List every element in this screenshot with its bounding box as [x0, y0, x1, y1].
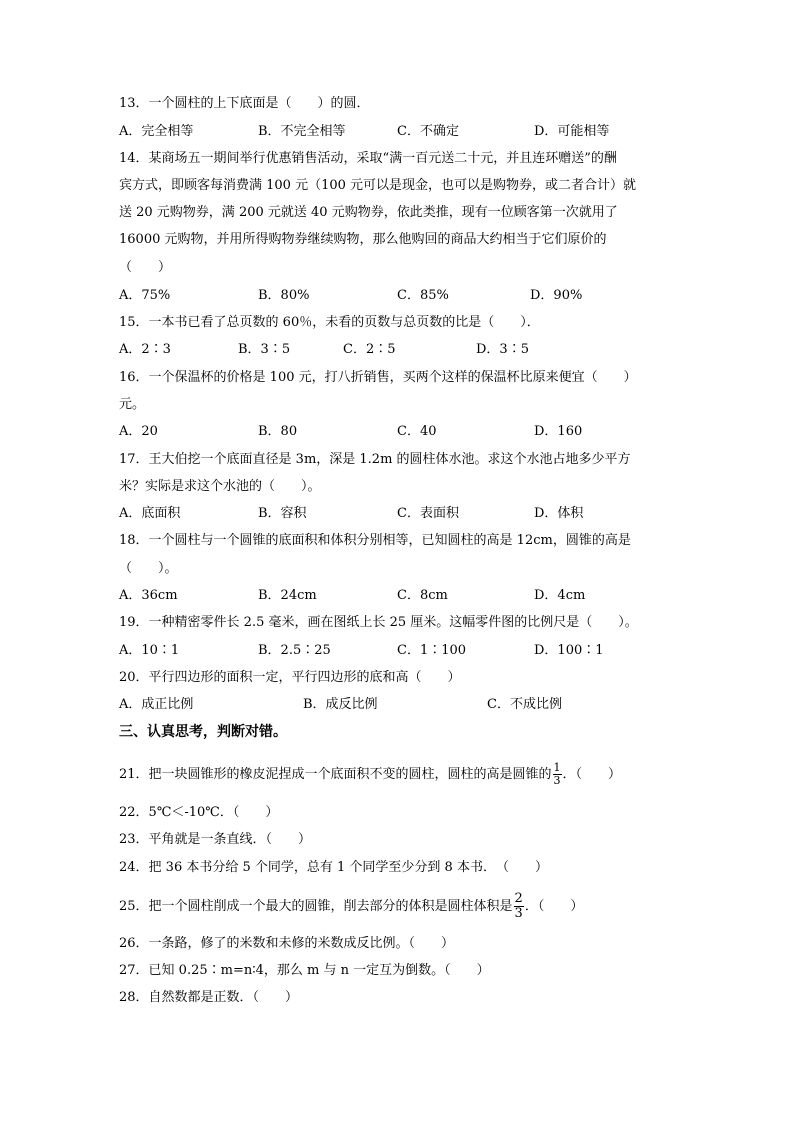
q14-option-b: B．80%: [258, 288, 310, 303]
q25-fraction: [514, 892, 524, 921]
q20-option-c: C．不成比例: [487, 697, 562, 712]
q25-text: 25．把一个圆柱削成一个最大的圆锥，削去部分的体积是圆柱体积是: [119, 899, 513, 914]
q15-option-b: B．3∶5: [238, 342, 291, 357]
question-14-line-2: 宾方式，即顾客每消费满 100 元（100 元可以是现金，也可以是购物券，或二者合计）就: [119, 178, 637, 193]
q15-option-c: C．2∶5: [343, 342, 396, 357]
q13-option-b: B．不完全相等: [258, 124, 346, 139]
q17-option-a: A．底面积: [119, 506, 181, 521]
question-16-line-2: 元。: [119, 397, 146, 412]
q18-option-c: C．8cm: [397, 588, 448, 603]
question-21: [119, 761, 621, 789]
q25-fraction-numerator: 2: [514, 891, 523, 906]
question-14-line-5: （ ）: [119, 260, 172, 275]
q14-option-c: C．85%: [397, 288, 449, 303]
q21-tail: ．（ ）: [562, 767, 622, 782]
question-17-line-2: 米？实际是求这个水池的（ ）。: [119, 479, 321, 494]
q25-tail: ．（ ）: [524, 899, 584, 914]
q16-option-c: C．40: [397, 424, 437, 439]
q21-text: 21．把一块圆锥形的橡皮泥捏成一个底面积不变的圆柱，圆柱的高是圆锥的: [119, 767, 552, 782]
q18-option-d: D．4cm: [534, 588, 586, 603]
question-14-line-4: 16000 元购物，并用所得购物券继续购物，那么他购回的商品大约相当于它们原价的: [119, 232, 607, 247]
question-28: 28．自然数都是正数．（ ）: [119, 990, 299, 1005]
question-14-line-3: 送 20 元购物券，满 200 元就送 40 元购物券，依此类推，现有一位顾客第一次就用了: [119, 205, 618, 220]
q20-option-b: B．成反比例: [303, 697, 378, 712]
question-17-line-1: 17．王大伯挖一个底面直径是 3m，深是 1.2m 的圆柱体水池。求这个水池占地多少平方: [119, 452, 631, 467]
question-26: 26．一条路，修了的米数和未修的米数成反比例。（ ）: [119, 936, 455, 951]
q14-option-a: A．75%: [119, 288, 171, 303]
question-13: 13．一个圆柱的上下底面是（ ）的圆．: [119, 96, 370, 111]
q17-option-d: D．体积: [534, 506, 584, 521]
q21-fraction-denominator: 3: [553, 774, 561, 787]
q25-fraction-denominator: 3: [514, 906, 523, 921]
q16-option-b: B．80: [258, 424, 298, 439]
q18-option-b: B．24cm: [258, 588, 317, 603]
question-16-line-1: 16．一个保温杯的价格是 100 元，打八折销售，买两个这样的保温杯比原来便宜（ ）: [119, 370, 637, 385]
q19-option-b: B．2.5∶25: [258, 643, 331, 658]
section-3-heading: 三、认真思考，判断对错。: [119, 724, 287, 740]
question-20: 20．平行四边形的面积一定，平行四边形的底和高（ ）: [119, 670, 461, 685]
q20-option-a: A．成正比例: [119, 697, 194, 712]
question-18-line-1: 18．一个圆柱与一个圆锥的底面积和体积分别相等，已知圆柱的高是 12cm，圆锥的高是: [119, 533, 631, 548]
question-23: 23．平角就是一条直线．（ ）: [119, 832, 312, 847]
q16-option-d: D．160: [534, 424, 583, 439]
q16-option-a: A．20: [119, 424, 158, 439]
question-14-line-1: 14．某商场五一期间举行优惠销售活动，采取“满一百元送二十元，并且连环赠送”的酬: [119, 151, 617, 166]
q15-option-d: D．3∶5: [476, 342, 529, 357]
q17-option-b: B．容积: [258, 506, 307, 521]
question-27: 27．已知 0.25∶m=n∶4，那么 m 与 n 一定互为倒数。（ ）: [119, 963, 490, 978]
q13-option-d: D．可能相等: [534, 124, 610, 139]
question-18-line-2: （ ）。: [119, 561, 178, 576]
q19-option-a: A．10∶1: [119, 643, 180, 658]
q17-option-c: C．表面积: [397, 506, 459, 521]
question-19: 19．一种精密零件长 2.5 毫米，画在图纸上长 25 厘米。这幅零件图的比例尺是（ ）。: [119, 615, 638, 630]
question-24: 24．把 36 本书分给 5 个同学，总有 1 个同学至少分到 8 本书． （ ）: [119, 860, 548, 875]
q21-fraction: [553, 762, 562, 787]
question-22: 22．5℃＜-10℃．（ ）: [119, 805, 279, 820]
q19-option-c: C．1∶100: [397, 643, 467, 658]
q13-option-c: C．不确定: [397, 124, 459, 139]
q18-option-a: A．36cm: [119, 588, 178, 603]
q13-option-a: A．完全相等: [119, 124, 194, 139]
q19-option-d: D．100∶1: [534, 643, 604, 658]
question-25: [119, 892, 583, 922]
q21-fraction-numerator: 1: [553, 761, 561, 774]
question-15: 15．一本书已看了总页数的 60％，未看的页数与总页数的比是（ ）．: [119, 315, 540, 330]
q15-option-a: A．2∶3: [119, 342, 171, 357]
q14-option-d: D．90%: [530, 288, 583, 303]
